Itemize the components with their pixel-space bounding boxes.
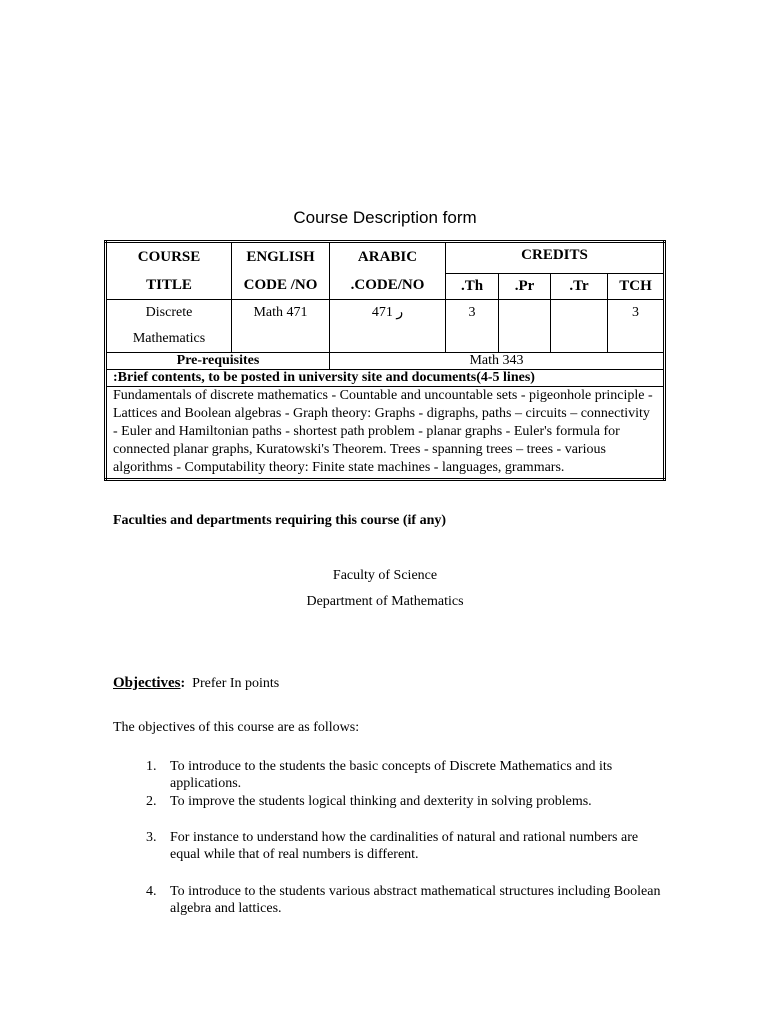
objective-item: 1. To introduce to the students the basic concepts of Discrete Mathematics and its applications. xyxy=(146,759,613,791)
english-code-cell: Math 471 xyxy=(232,300,330,353)
objectives-note: Prefer In points xyxy=(192,676,280,691)
prerequisites-value: Math 343 xyxy=(330,353,665,370)
brief-contents-heading: :Brief contents, to be posted in university site and documents(4-5 lines) xyxy=(106,370,665,387)
pr-cell xyxy=(499,300,551,353)
header-arabic-code: ARABIC .CODE/NO xyxy=(330,242,446,300)
header-tch: TCH xyxy=(608,274,665,300)
brief-contents-text: Fundamentals of discrete mathematics - Countable and uncountable sets - pigeonhole principle - Lattices and Boolean algebras - Graph theory: Graphs - digraphs, paths – circuits – connectivity - Euler and Hamiltonian paths - shortest path problem - planar graphs - Euler's formula for connected planar graphs, Kuratowski's Theorem. Trees - spanning trees – trees - various algorithms - Computability theory: Finite state machines - languages, grammars. xyxy=(106,387,665,480)
th-cell: 3 xyxy=(446,300,499,353)
course-table xyxy=(104,240,666,481)
form-title: Course Description form xyxy=(293,208,477,227)
objectives-heading: Objectives: Prefer In points xyxy=(113,675,280,691)
header-course-title: COURSE TITLE xyxy=(106,242,232,300)
department-name: Department of Mathematics xyxy=(306,594,464,609)
objective-item: 3. For instance to understand how the cardinalities of natural and rational numbers are equal while that of real numbers is different. xyxy=(146,830,639,862)
header-english-code: ENGLISH CODE /NO xyxy=(232,242,330,300)
tch-cell: 3 xyxy=(608,300,665,353)
course-title-cell: Discrete Mathematics xyxy=(106,300,232,353)
tr-cell xyxy=(551,300,608,353)
header-credits: CREDITS xyxy=(446,242,665,274)
faculty-name: Faculty of Science xyxy=(332,568,438,583)
header-th: .Th xyxy=(446,274,499,300)
header-tr: .Tr xyxy=(551,274,608,300)
objective-item: 4. To introduce to the students various abstract mathematical structures including Boolean algebra and lattices. xyxy=(146,884,661,916)
arabic-code-cell: 471 ر xyxy=(330,300,446,353)
objective-item: 2. To improve the students logical thinking and dexterity in solving problems. xyxy=(146,794,592,809)
objectives-label: Objectives xyxy=(113,675,181,691)
header-pr: .Pr xyxy=(499,274,551,300)
objectives-intro: The objectives of this course are as follows: xyxy=(113,720,360,735)
faculties-heading: Faculties and departments requiring this course (if any) xyxy=(113,513,447,528)
prerequisites-label: Pre-requisites xyxy=(106,353,330,370)
